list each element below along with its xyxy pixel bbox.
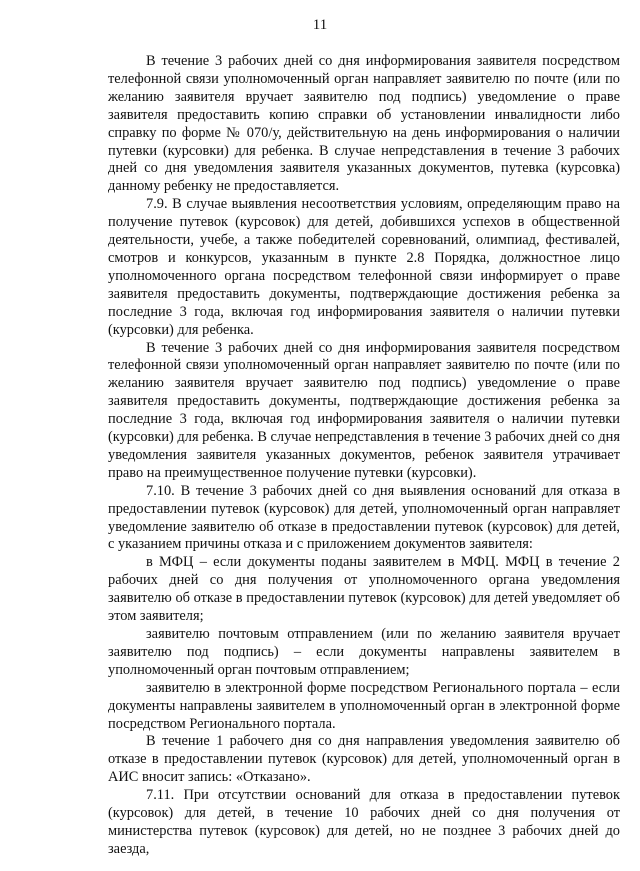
paragraph-7-11: 7.11. При отсутствии оснований для отказа в предоставлении путевок (курсовок) для детей, в течение 10 рабочих дней со дня получения от министерства путевок (курсовок) для детей, но не позднее 3 рабочих дней до заезда,	[108, 787, 620, 857]
paragraph-ais-record: В течение 1 рабочего дня со дня направления уведомления заявителю об отказе в предоставлении путевок (курсовок) для детей, уполномоченный орган в АИС вносит запись: «Отказано».	[108, 733, 620, 786]
paragraph-electronic: заявителю в электронной форме посредством Регионального портала – если документы направлены заявителем в уполномоченный орган в электронной форме посредством Регионального портала.	[108, 679, 620, 732]
paragraph-notice-achievements: В течение 3 рабочих дней со дня информирования заявителя посредством телефонной связи уполномоченный орган направляет заявителю по почте (или по желанию заявителя вручает заявителю под подпись) уведомление о праве заявителя предоставить документы, подтверждающие достижения ребенка за последние 3 года, включая год информирования заявителя о наличии путевки (курсовки) для ребенка. В случае непредставления в течение 3 рабочих дней со дня уведомления заявителя указанных документов, ребенок заявителя утрачивает право на преимущественное получение путевки (курсовки).	[108, 339, 620, 481]
paragraph-mfc: в МФЦ – если документы поданы заявителем в МФЦ. МФЦ в течение 2 рабочих дней со дня получения от уполномоченного органа уведомления заявителю об отказе в предоставлении путевок (курсовок) для детей уведомляет об этом заявителя;	[108, 554, 620, 625]
paragraph-7-9: 7.9. В случае выявления несоответствия условиям, определяющим право на получение путевок (курсовок) для детей, добившихся успехов в общественной деятельности, учебе, а также победителей соревнований, олимпиад, фестивалей, смотров и конкурсов, указанным в пункте 2.8 Порядка, должностное лицо уполномоченного органа посредством телефонной связи информирует о праве заявителя предоставить документы, подтверждающие достижения ребенка за последние 3 года, включая год информирования заявителя о наличии путевки (курсовки) для ребенка.	[108, 196, 620, 338]
paragraph-notice-disability: В течение 3 рабочих дней со дня информирования заявителя посредством телефонной связи уполномоченный орган направляет заявителю по почте (или по желанию заявителя вручает заявителю под подпись) уведомление о праве заявителя предоставить копию справки об установлении инвалидности либо справку по форме № 070/у, действительную на день информирования о наличии путевки (курсовки) для ребенка. В случае непредставления в течение 3 рабочих дней со дня уведомления заявителя указанных документов, путевка (курсовка) данному ребенку не предоставляется.	[108, 53, 620, 195]
document-body	[108, 53, 620, 859]
paragraph-postal: заявителю почтовым отправлением (или по желанию заявителя вручает заявителю под подпись) – если документы направлены заявителем в уполномоченный орган почтовым отправлением;	[108, 626, 620, 678]
paragraph-7-10: 7.10. В течение 3 рабочих дней со дня выявления оснований для отказа в предоставлении путевок (курсовок) для детей, уполномоченный орган направляет уведомление заявителю об отказе в предоставлении путевок (курсовок) для детей, с указанием причины отказа и с приложением документов заявителя:	[108, 482, 620, 553]
page-number: 11	[312, 17, 328, 33]
